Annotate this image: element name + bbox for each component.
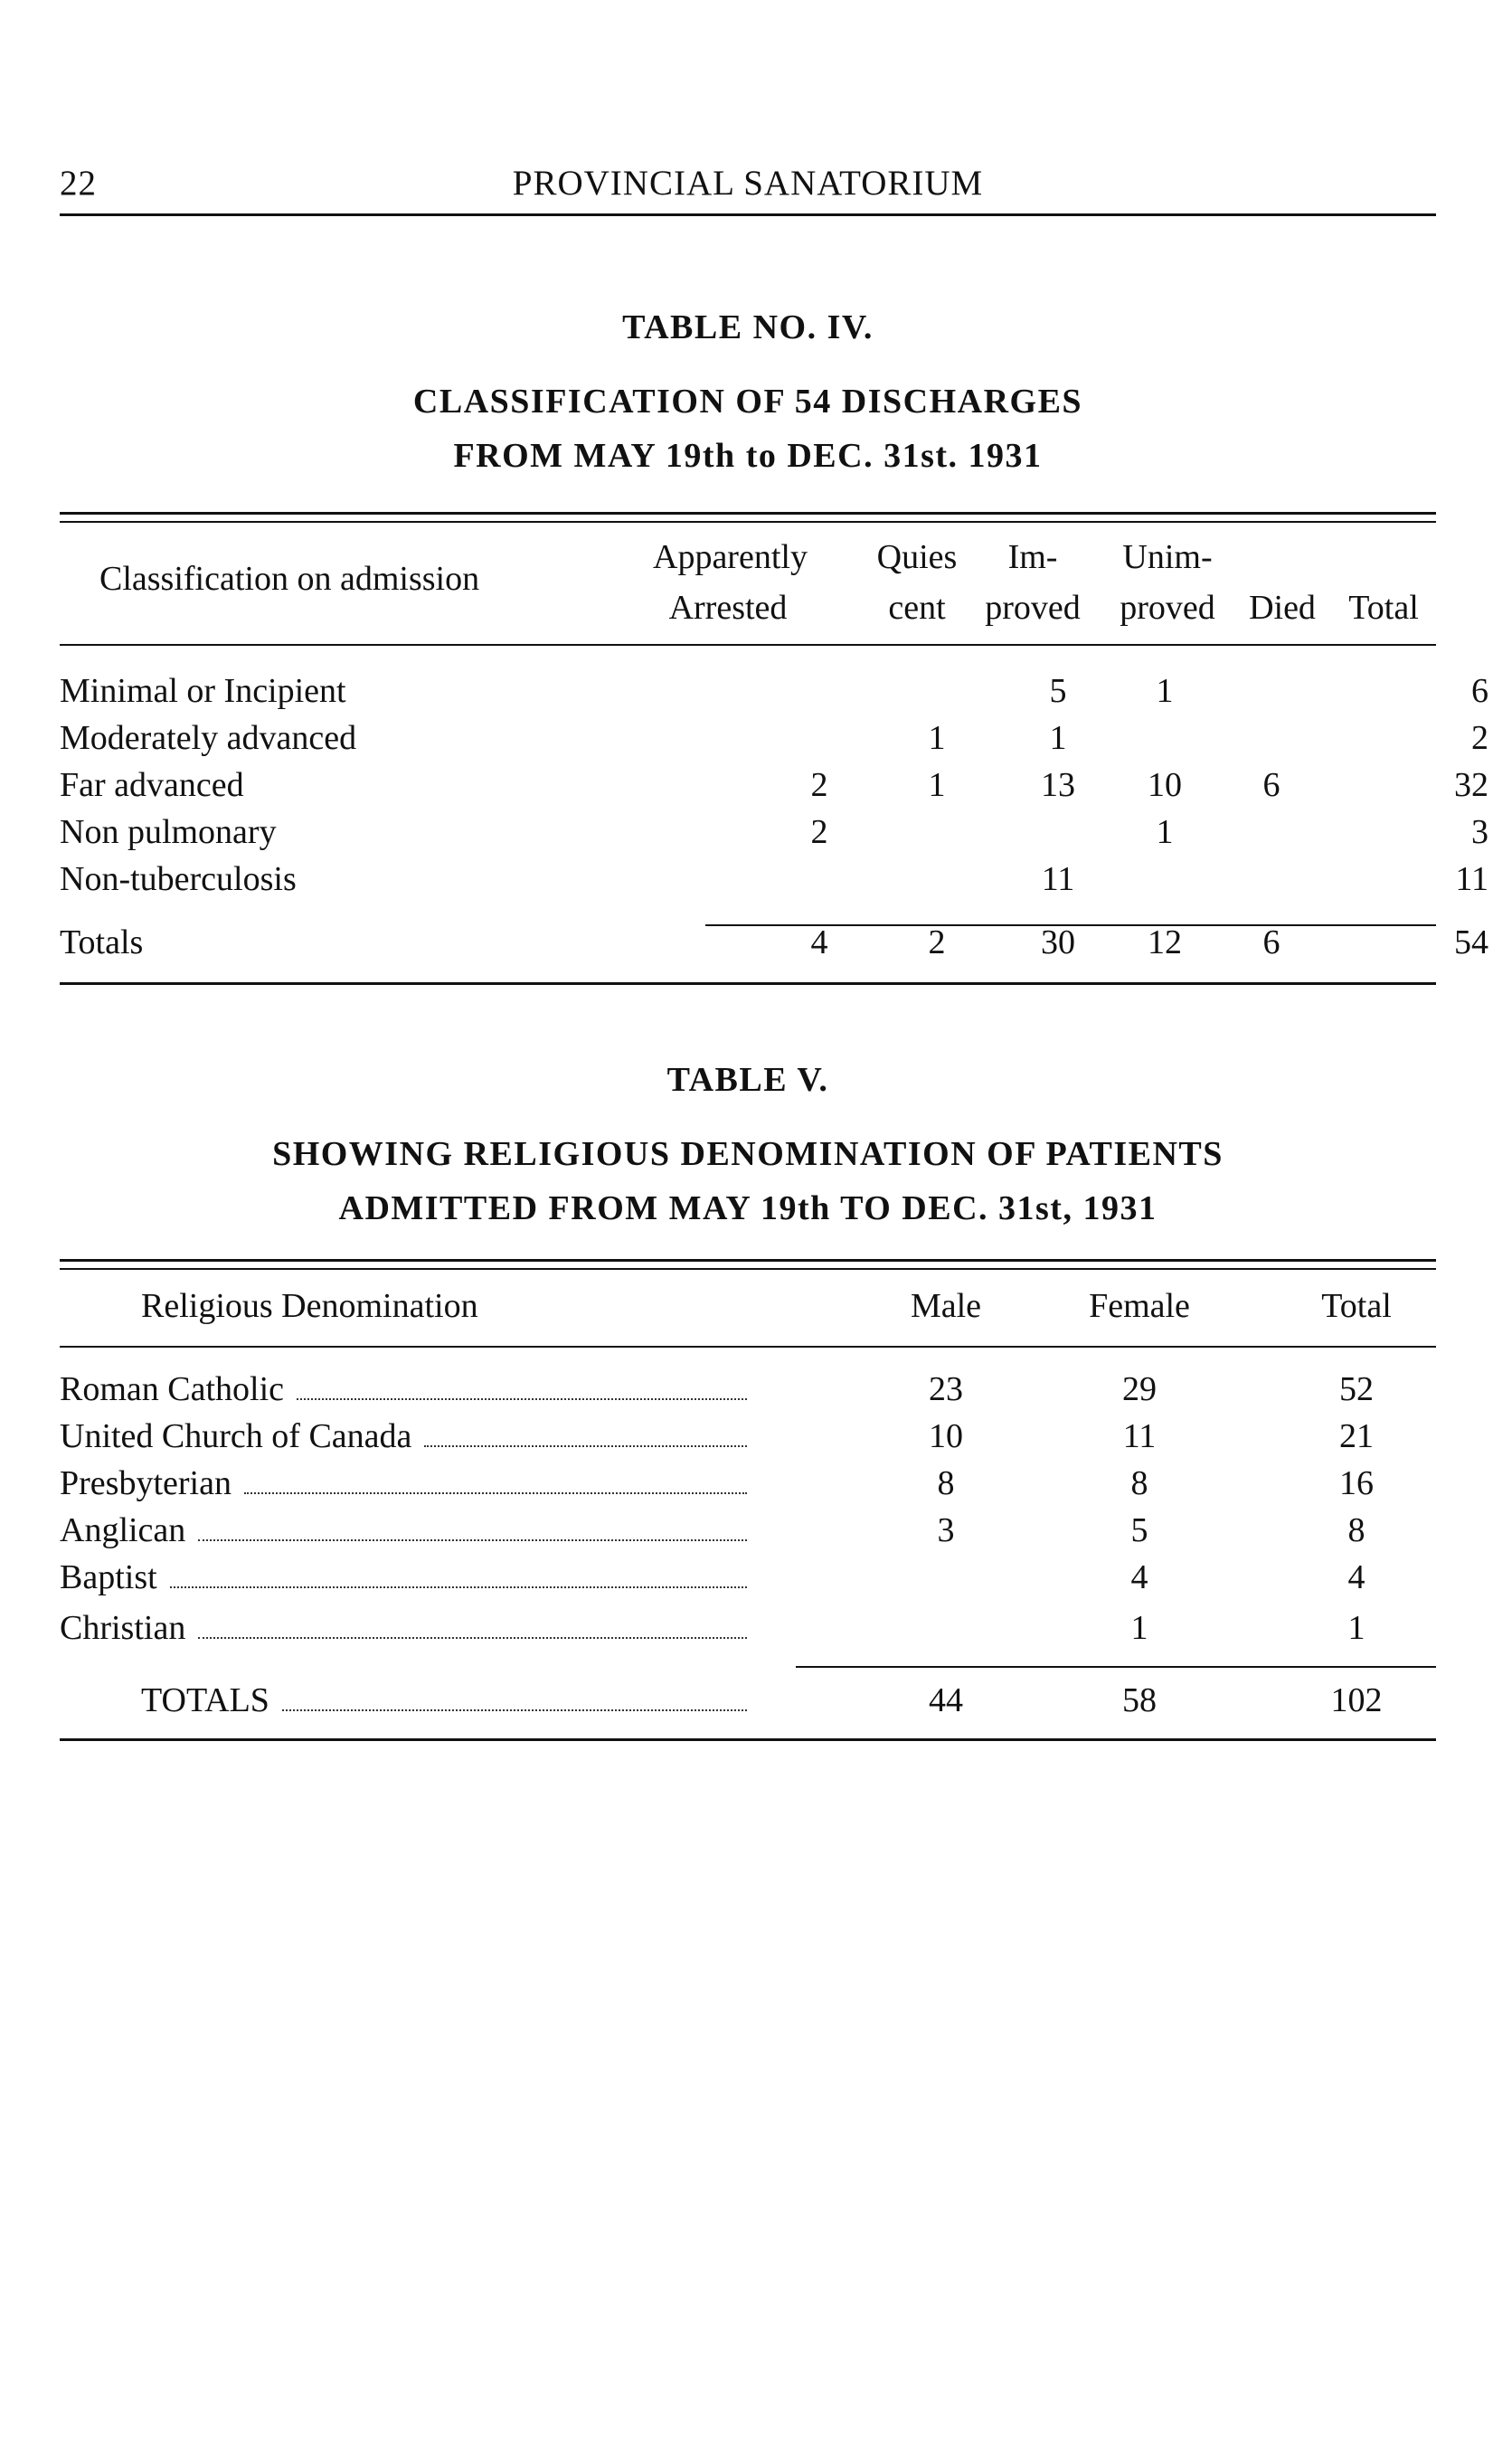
table5-row-label: United Church of Canada [60,1416,747,1456]
table5-total-male: 44 [929,1681,963,1719]
table4-cell: 1 [928,719,946,757]
table5-row-label: Baptist [60,1557,747,1597]
table5-bottom-rule [60,1738,1436,1741]
table4-col-header-unimproved: Unim- proved [1120,538,1215,627]
table4-subtitle-line2: FROM MAY 19th to DEC. 31st. 1931 [453,437,1043,475]
table5-male-cell: 10 [929,1417,963,1455]
table5-title: TABLE V. [666,1061,829,1099]
table4-row-label: Minimal or Incipient [60,672,346,710]
table5-total-cell: 8 [1347,1511,1366,1549]
table4-row-label: Moderately advanced [60,719,357,757]
table4-totals-label: Totals [60,923,144,961]
table4-col-header-improved: Im- proved [985,538,1081,627]
table5-female-cell: 11 [1122,1417,1157,1455]
table4-cell: 1 [1049,719,1067,757]
table5-male-cell: 8 [937,1464,955,1502]
table5-header-rule [60,1346,1436,1348]
table4-cell: 1 [928,766,946,804]
table5-top-rule-inner [60,1268,1436,1270]
table4-total-cell: 2 [928,923,946,961]
table5-row-label: Presbyterian [60,1463,747,1503]
table4-cell: 11 [1455,860,1488,898]
table5-totals-rule [796,1666,1436,1668]
table5-female-cell: 4 [1130,1558,1148,1596]
table4-col-header-apparently: Apparently Arrested [653,538,808,627]
table4-cell: 32 [1454,766,1488,804]
table4-total-cell: 54 [1454,923,1488,961]
table5-row-label: Roman Catholic [60,1369,747,1409]
table5-total-cell: 21 [1339,1417,1374,1455]
table5-female-cell: 8 [1130,1464,1148,1502]
table4-col-header-quiescent: Quies cent [876,538,958,627]
table4-cell: 13 [1041,766,1075,804]
table4-cell: 1 [1156,672,1174,710]
table4-cell: 10 [1148,766,1182,804]
table4-top-rule-inner [60,521,1436,523]
page-number: 22 [60,164,97,203]
table4-row-label: Far advanced [60,766,244,804]
table5-male-cell: 3 [937,1511,955,1549]
table5-grand-total: 102 [1330,1681,1383,1719]
table4-cell: 1 [1156,813,1174,851]
header-rule [60,213,1436,216]
table4-cell: 5 [1049,672,1067,710]
table4-subtitle-line1: CLASSIFICATION OF 54 DISCHARGES [412,383,1083,421]
table5-total-cell: 4 [1347,1558,1366,1596]
table4-cell: 2 [810,813,828,851]
running-head [60,163,1436,208]
table5-male-cell: 23 [929,1370,963,1408]
table4-bottom-rule [60,982,1436,985]
table4-row-label: Non-tuberculosis [60,860,297,898]
table5-subtitle-line2: ADMITTED FROM MAY 19th TO DEC. 31st, 1931 [338,1189,1158,1227]
table5-totals-label: TOTALS [60,1680,747,1720]
table5-col-header-male: Male [910,1287,982,1325]
table5-subtitle-line1: SHOWING RELIGIOUS DENOMINATION OF PATIENTS [272,1135,1224,1173]
table4-row-label: Non pulmonary [60,813,277,851]
table5-female-cell: 5 [1130,1511,1148,1549]
running-title: PROVINCIAL SANATORIUM [512,164,984,203]
table5-total-cell: 52 [1339,1370,1374,1408]
table4-cell: 6 [1262,766,1280,804]
table5-total-cell: 1 [1347,1609,1366,1647]
table5-col-header-female: Female [1089,1287,1190,1325]
table4-total-cell: 4 [810,923,828,961]
table4-cell: 2 [1471,719,1488,757]
table4-total-cell: 12 [1148,923,1182,961]
table4-cell: 6 [1471,672,1488,710]
table5-col-header-total: Total [1321,1287,1392,1325]
table4-total-cell: 6 [1262,923,1280,961]
table5-female-cell: 1 [1130,1609,1148,1647]
table4-top-rule [60,512,1436,515]
table4-title: TABLE NO. IV. [622,308,874,346]
table4-cell: 3 [1471,813,1488,851]
table5-total-cell: 16 [1339,1464,1374,1502]
table4-col-header-total: Total [1348,589,1419,627]
table5-row-label: Anglican [60,1510,747,1550]
table5-col-header-denomination: Religious Denomination [141,1287,478,1325]
table5-total-female: 58 [1122,1681,1157,1719]
table4-cell: 2 [810,766,828,804]
table5-female-cell: 29 [1122,1370,1157,1408]
table4-total-cell: 30 [1041,923,1075,961]
table4-row-header: Classification on admission [99,560,480,598]
table5-top-rule [60,1259,1436,1262]
table4-header-rule [60,644,1436,646]
table4-col-header-died: Died [1249,589,1316,627]
table4-cell: 11 [1041,860,1075,898]
table5-row-label: Christian [60,1608,747,1648]
